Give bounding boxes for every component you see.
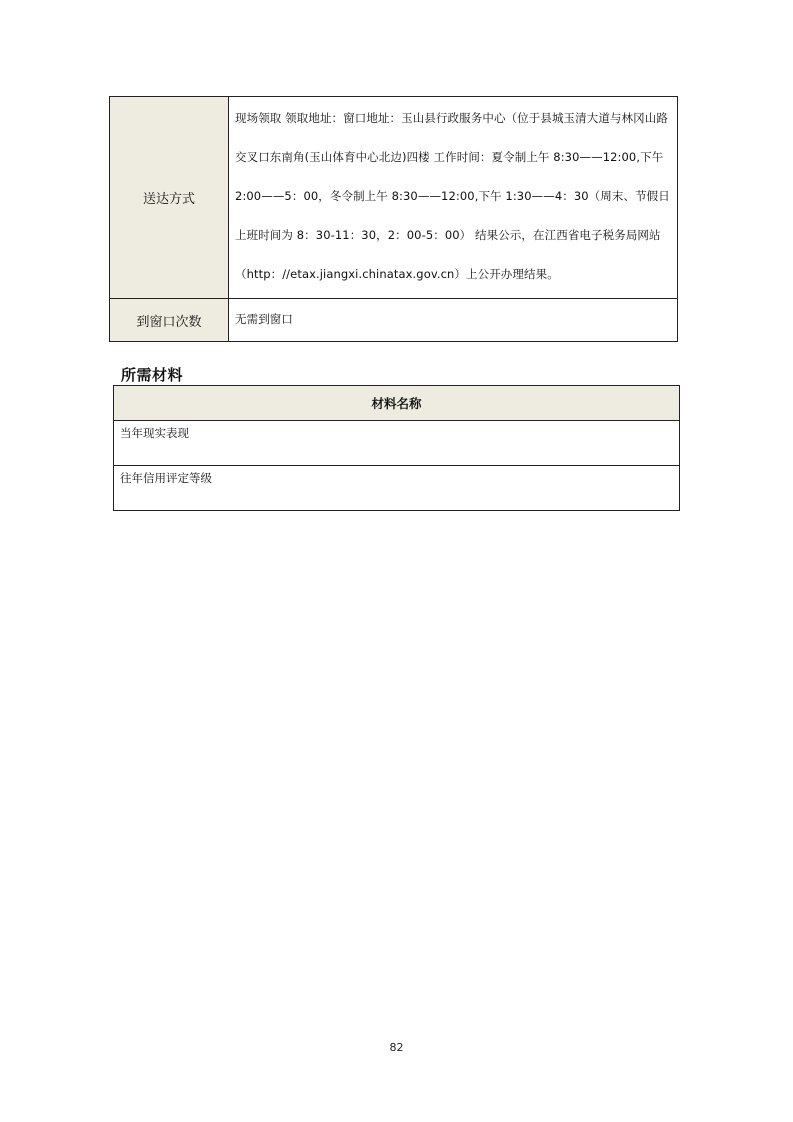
material-item: 往年信用评定等级 bbox=[114, 466, 680, 511]
window-visits-label: 到窗口次数 bbox=[110, 299, 229, 342]
table-row bbox=[114, 421, 680, 466]
table-row bbox=[114, 466, 680, 511]
table-row bbox=[110, 97, 678, 299]
table-header-row bbox=[114, 386, 680, 421]
material-item: 当年现实表现 bbox=[114, 421, 680, 466]
window-visits-value: 无需到窗口 bbox=[229, 299, 678, 342]
delivery-method-label: 送达方式 bbox=[110, 97, 229, 299]
section-title: 所需材料 bbox=[121, 366, 184, 384]
materials-table bbox=[113, 385, 680, 511]
service-info-table bbox=[109, 96, 678, 342]
page-number: 82 bbox=[389, 1041, 404, 1054]
column-header-material-name: 材料名称 bbox=[114, 386, 680, 421]
delivery-method-value: 现场领取 领取地址：窗口地址：玉山县行政服务中心（位于县城玉清大道与林冈山路交叉口东南角(玉山体育中心北边)四楼 工作时间：夏令制上午 8:30——12:00,下午 2:00——5：00，冬令制上午 8:30——12:00,下午 1:30——4：30（周末、节假日上班时间为 8：30-11：30，2：00-5：00） 结果公示，在江西省电子税务局网站（http：//etax.jiangxi.chinatax.gov.cn）上公开办理结果。 bbox=[229, 97, 678, 299]
table-row bbox=[110, 299, 678, 342]
